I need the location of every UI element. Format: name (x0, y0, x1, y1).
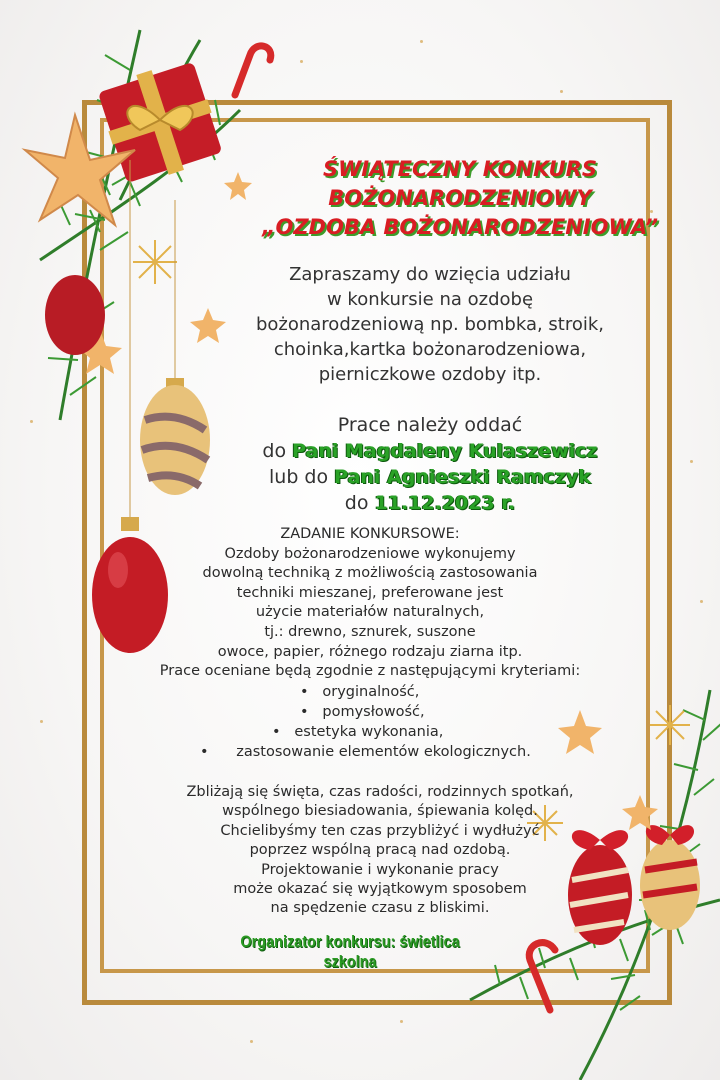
closing-line: na spędzenie czasu z bliskimi. (270, 900, 490, 917)
title-line-2: BOŻONARODZENIOWY (328, 186, 592, 210)
task-line: użycie materiałów naturalnych, (255, 604, 485, 621)
title-line-1: ŚWIĄTECZNY KONKURS (323, 157, 597, 181)
delivery-deadline-row: do 11.12.2023 r. (344, 492, 516, 514)
closing-line: wspólnego biesiadowania, śpiewania kolęd. (222, 803, 538, 820)
delivery-info (200, 412, 660, 516)
deadline-date: 11.12.2023 r. (374, 492, 516, 514)
closing-line: Zbliżają się święta, czas radości, rodzinnych spotkań, (186, 784, 574, 800)
criteria-item: • pomysłowość, (300, 704, 425, 720)
task-line: techniki mieszanej, preferowane jest (236, 584, 504, 601)
title-line-3: „OZDOBA BOŻONARODZENIOWA” (261, 215, 659, 239)
contest-title (220, 155, 700, 242)
intro-text (160, 262, 700, 387)
intro-line: Zapraszamy do wzięcia udziału (289, 264, 571, 285)
criteria-item: • zastosowanie elementów ekologicznych. (200, 744, 531, 760)
criteria-item: • oryginalność, (300, 684, 420, 700)
intro-line: w konkursie na ozdobę (326, 289, 534, 310)
teacher-2-name: Pani Agnieszki Ramczyk (334, 466, 591, 488)
contest-task (120, 525, 620, 682)
intro-line: bożonarodzeniową np. bombka, stroik, (255, 314, 605, 335)
criteria-item: • estetyka wykonania, (272, 724, 444, 740)
bauble-red-icon (45, 275, 105, 355)
teacher-1-name: Pani Magdaleny Kulaszewicz (292, 440, 598, 462)
task-line: tj.: drewno, sznurek, suszone (264, 623, 476, 640)
intro-line: pierniczkowe ozdoby itp. (318, 364, 542, 385)
organizer-text: Organizator konkursu: świetlica szkolna (240, 932, 460, 971)
closing-line: poprzez wspólną pracą nad ozdobą. (249, 842, 511, 859)
candy-cane-icon (235, 46, 271, 95)
task-line: Ozdoby bożonarodzeniowe wykonujemy (224, 545, 516, 562)
intro-line: choinka,kartka bożonarodzeniowa, (273, 339, 587, 360)
task-line: dowolną techniką z możliwością zastosowania (202, 565, 538, 582)
delivery-teacher-1-row: do Pani Magdaleny Kulaszewicz (262, 440, 598, 462)
closing-line: może okazać się wyjątkowym sposobem (233, 881, 527, 898)
delivery-line: Prace należy oddać (337, 414, 523, 436)
closing-text (120, 783, 640, 919)
bauble-bow-icon-2 (640, 825, 700, 930)
task-line: owoce, papier, różnego rodzaju ziarna itp. (217, 643, 523, 660)
closing-line: Projektowanie i wykonanie pracy (261, 861, 499, 878)
delivery-teacher-2-row: lub do Pani Agnieszki Ramczyk (269, 466, 591, 488)
task-heading: ZADANIE KONKURSOWE: (280, 526, 460, 542)
task-line: Prace oceniane będą zgodnie z następującymi kryteriami: (159, 663, 581, 680)
closing-line: Chcielibyśmy ten czas przybliżyć i wydłużyć (220, 822, 540, 839)
